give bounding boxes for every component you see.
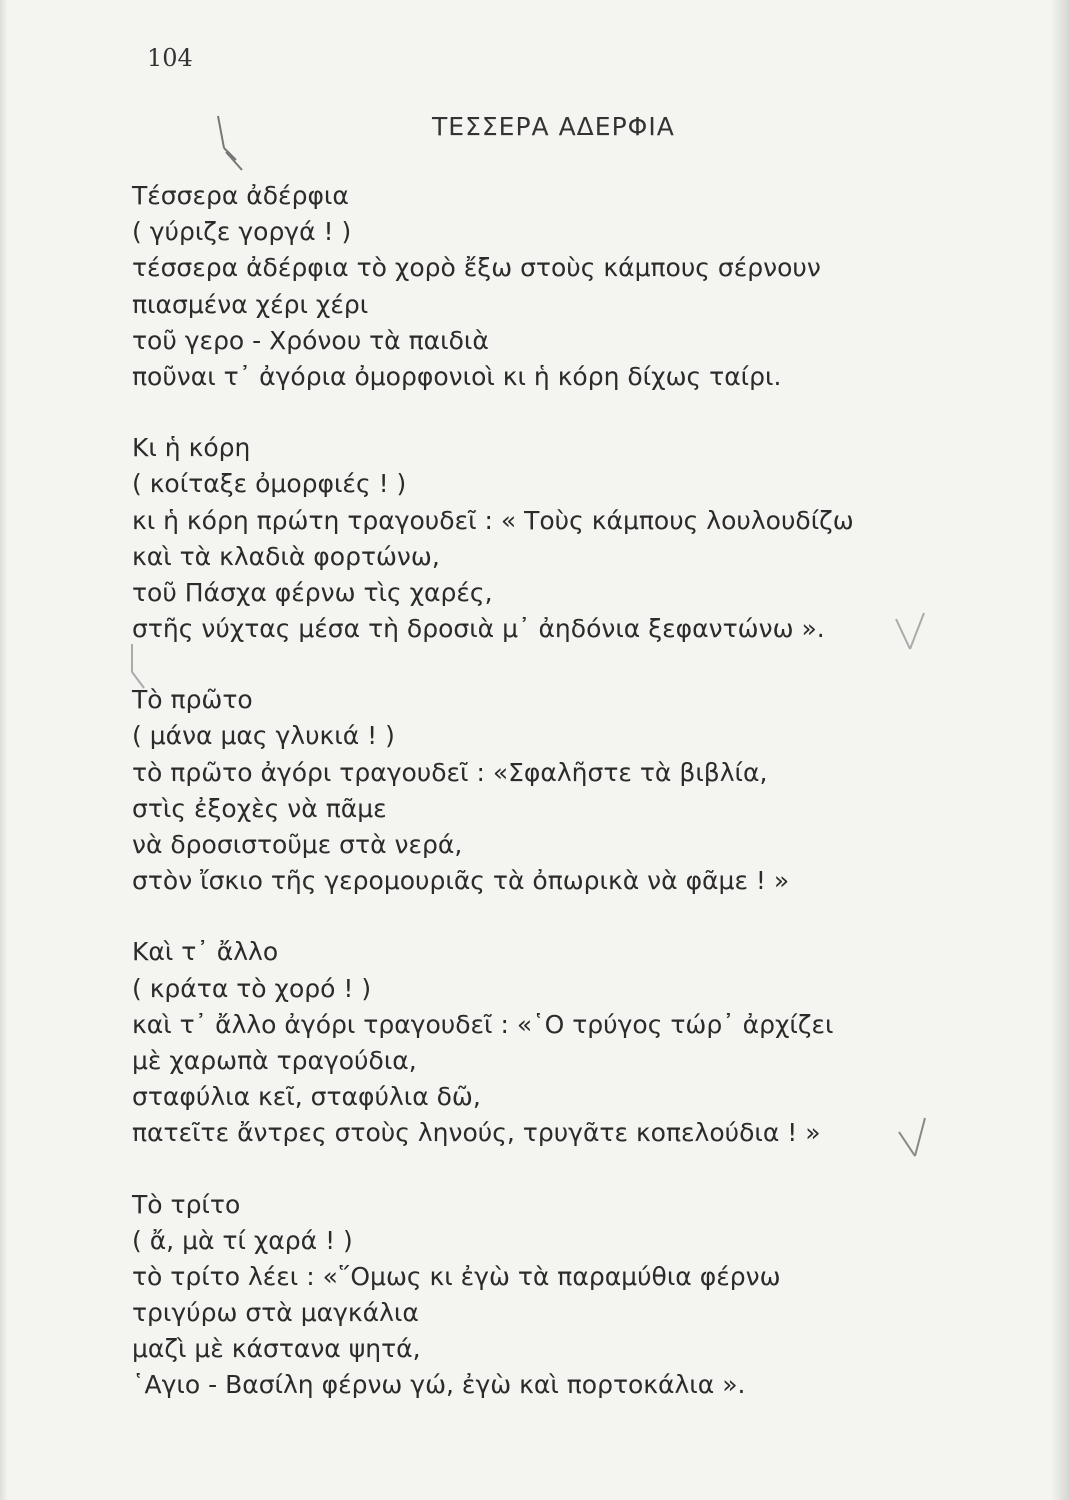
poem-line: τὸ τρίτο λέει : «῞Ομως κι ἐγὼ τὰ παραμύθια φέρνω — [132, 1261, 781, 1291]
poem-line: στῆς νύχτας μέσα τὴ δροσιὰ μ᾽ ἀηδόνια ξεφαντώνω ». — [132, 614, 825, 644]
poem-line: τέσσερα ἀδέρφια τὸ χορὸ ἔξω στοὺς κάμπους σέρνουν — [132, 253, 821, 283]
page-right-shadow — [1051, 0, 1069, 1500]
poem-line: ῾Αγιο - Βασίλη φέρνω γώ, ἐγὼ καὶ πορτοκάλια ». — [132, 1370, 746, 1400]
poem-line: τοῦ γερο - Χρόνου τὰ παιδιὰ — [132, 325, 489, 355]
poem-line: Τὸ πρῶτο — [132, 685, 253, 715]
stanza — [132, 178, 1012, 395]
poem-line: Κι ἡ κόρη — [132, 433, 251, 463]
poem-line: νὰ δροσιστοῦμε στὰ νερά, — [132, 830, 463, 859]
poem-line: μὲ χαρωπὰ τραγούδια, — [132, 1045, 417, 1075]
poem-line: Καὶ τ᾽ ἄλλο — [132, 937, 279, 967]
poem-line: τοῦ Πάσχα φέρνω τὶς χαρές, — [132, 577, 493, 607]
poem-line: μαζὶ μὲ κάστανα ψητά, — [132, 1334, 421, 1364]
stanza — [132, 430, 1012, 647]
poem-line: ποῦναι τ᾽ ἀγόρια ὀμορφονιοὶ κι ἡ κόρη δίχως ταίρι. — [132, 361, 782, 391]
poem-line: ( ἄ, μὰ τί χαρά ! ) — [132, 1225, 353, 1255]
poem-line: Τὸ τρίτο — [132, 1189, 241, 1219]
poem-line: τριγύρω στὰ μαγκάλια — [132, 1298, 419, 1328]
poem-title: ΤΕΣΣΕΡΑ ΑΔΕΡΦΙΑ — [432, 112, 675, 141]
page-number: 104 — [147, 44, 193, 72]
poem-line: στὸν ἴσκιο τῆς γερομουριᾶς τὰ ὀπωρικὰ νὰ φᾶμε ! » — [132, 866, 790, 896]
poem-line: σταφύλια κεῖ, σταφύλια δῶ, — [132, 1082, 481, 1112]
poem-line: καὶ τ᾽ ἄλλο ἀγόρι τραγουδεῖ : «῾Ο τρύγος τώρ᾽ ἀρχίζει — [132, 1009, 834, 1039]
stanza — [132, 682, 1012, 899]
stanza — [132, 1187, 1012, 1404]
page-left-shadow — [0, 0, 8, 1500]
poem-body — [132, 178, 1012, 1439]
poem-line: ( κράτα τὸ χορό ! ) — [132, 973, 372, 1003]
poem-line: ( μάνα μας γλυκιά ! ) — [132, 721, 395, 751]
poem-line: ( κοίταξε ὀμορφιές ! ) — [132, 469, 407, 499]
poem-line: κι ἡ κόρη πρώτη τραγουδεῖ : « Τοὺς κάμπους λουλουδίζω — [132, 505, 854, 535]
poem-line: στὶς ἐξοχὲς νὰ πᾶμε — [132, 793, 387, 823]
poem-line: καὶ τὰ κλαδιὰ φορτώνω, — [132, 541, 440, 571]
pencil-check-mark — [212, 112, 252, 174]
poem-line: ( γύριζε γοργά ! ) — [132, 217, 352, 247]
poem-line: πατεῖτε ἄντρες στοὺς ληνούς, τρυγᾶτε κοπελούδια ! » — [132, 1118, 821, 1148]
poem-line: πιασμένα χέρι χέρι — [132, 289, 369, 319]
stanza — [132, 934, 1012, 1151]
poem-line: Τέσσερα ἀδέρφια — [132, 181, 349, 210]
poem-line: τὸ πρῶτο ἀγόρι τραγουδεῖ : «Σφαλῆστε τὰ βιβλία, — [132, 757, 768, 787]
